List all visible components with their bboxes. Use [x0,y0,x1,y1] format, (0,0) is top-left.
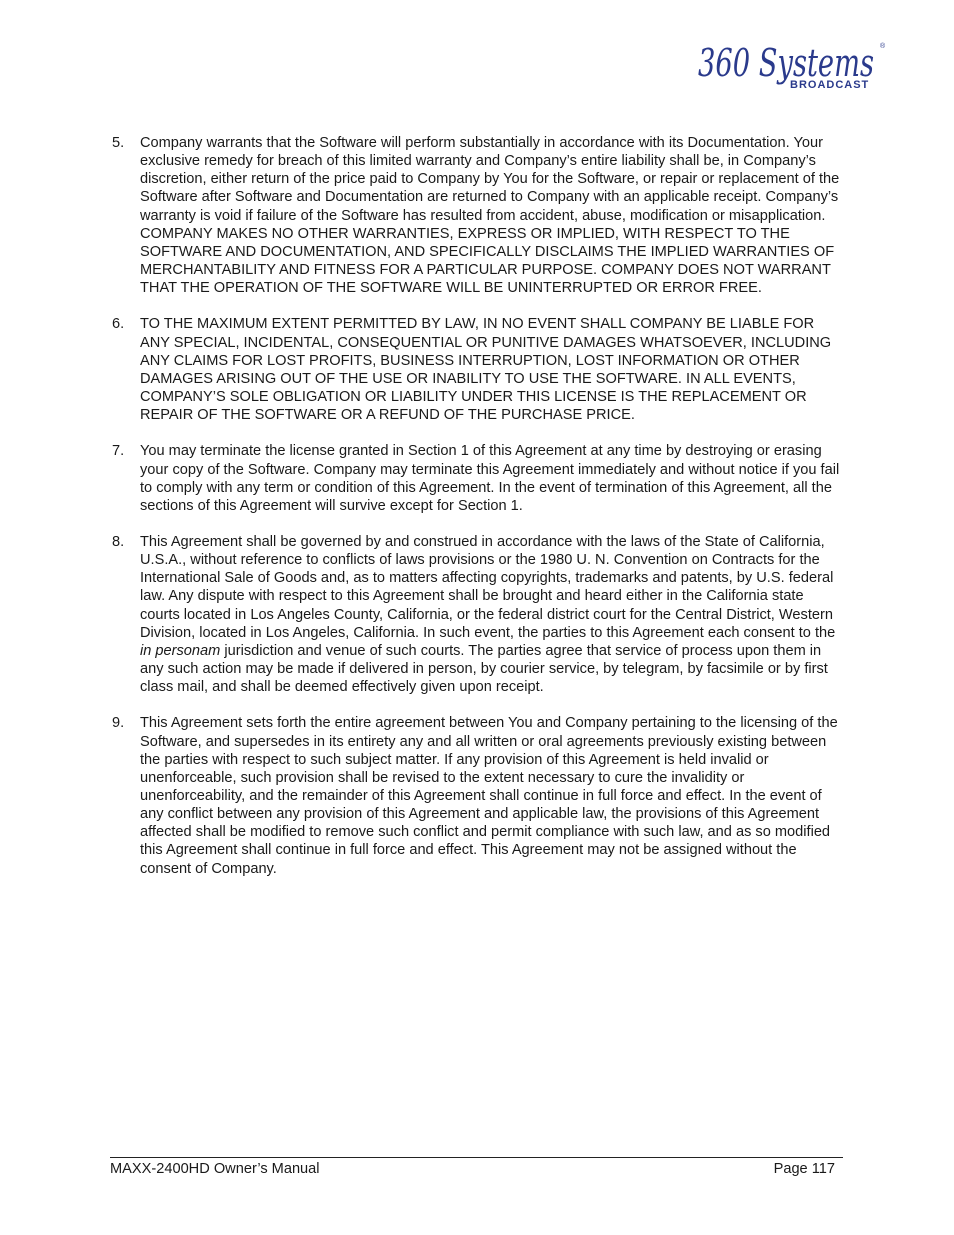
footer-divider [110,1157,843,1158]
item-number: 7. [112,443,125,460]
item-text: This Agreement sets forth the entire agreement between You and Company pertaining to the licensing of the Software, and supersedes in its entirety any and all written or oral agreements previously existing between the parties with respect to such subject matter. If any provision of this Agreement is held invalid or unenforceable, such provision shall be revised to the extent necessary to cure the invalidity or unenforceability, and the remainder of this Agreement shall continue in full force and effect. In the event of any conflict between any provision of this Agreement and applicable law, the provisions of this Agreement affected shall be modified to remove such conflict and permit compliance with such law, and as so modified this Agreement shall continue in full force and effect. This Agreement may not be assigned without the consent of Company. [140,715,838,877]
license-terms [112,134,842,896]
logo-main-text: 360 Systems [698,41,874,85]
item-text: Company warrants that the Software will perform substantially in accordance with its Documentation. Your exclusive remedy for breach of this limited warranty and Company’s entire liability shall be, in Company’s discretion, either return of the price paid to Company by You for the Software, or repair or replacement of the Software after Software and Documentation are returned to Company with an applicable receipt. Company’s warranty is void if failure of the Software has resulted from accident, abuse, modification or misapplication. COMPANY MAKES NO OTHER WARRANTIES, EXPRESS OR IMPLIED, WITH RESPECT TO THE SOFTWARE AND DOCUMENTATION, AND SPECIFICALLY DISCLAIMS THE IMPLIED WARRANTIES OF MERCHANTABILITY AND FITNESS FOR A PARTICULAR PURPOSE. COMPANY DOES NOT WARRANT THAT THE OPERATION OF THE SOFTWARE WILL BE UNINTERRUPTED OR ERROR FREE. [140,135,840,297]
footer-page-number: Page 117 [773,1161,835,1177]
item-text: You may terminate the license granted in Section 1 of this Agreement at any time by destroying or erasing your copy of the Software. Company may terminate this Agreement immediately and without notice if you fail to comply with any term or condition of this Agreement. In the event of termination of this Agreement, all the sections of this Agreement will survive except for Section 1. [140,443,840,514]
list-item [112,315,842,424]
list-item [112,442,842,515]
list-item [112,134,842,297]
company-logo [696,36,886,92]
item-text [140,533,842,696]
item-number: 6. [112,316,125,333]
logo-registered-mark: ® [880,43,886,50]
list-item [112,714,842,877]
footer-manual-title: MAXX-2400HD Owner’s Manual [110,1161,320,1177]
item-text: TO THE MAXIMUM EXTENT PERMITTED BY LAW, IN NO EVENT SHALL COMPANY BE LIABLE FOR ANY SPECIAL, INCIDENTAL, CONSEQUENTIAL OR PUNITIVE DAMAGES WHATSOEVER, INCLUDING ANY CLAIMS FOR LOST PROFITS, BUSINESS INTERRUPTION, LOST INFORMATION OR OTHER DAMAGES ARISING OUT OF THE USE OR INABILITY TO USE THE SOFTWARE. IN ALL EVENTS, COMPANY’S SOLE OBLIGATION OR LIABILITY UNDER THIS LICENSE IS THE REPLACEMENT OR REPAIR OF THE SOFTWARE OR A REFUND OF THE PURCHASE PRICE. [140,316,832,424]
item-text-part-1: This Agreement shall be governed by and construed in accordance with the laws of the State of California, U.S.A., without reference to conflicts of laws provisions or the 1980 U. N. Convention on Contracts for the International Sale of Goods and, as to matters affecting copyrights, trademarks and patents, by U.S. federal law. Any dispute with respect to this Agreement shall be brought and heard either in the California state courts located in Los Angeles County, California, or the federal district court for the Central District, Western Division, located in Los Angeles, California. In such event, the parties to this Agreement each consent to the [140,533,836,641]
logo-graphic [696,36,886,92]
item-text-italic: in personam [140,642,221,659]
item-text-part-2: jurisdiction and venue of such courts. The parties agree that service of process upon them in any such action may be made if delivered in person, by courier service, by telegram, by facsimile or by first class mail, and shall be deemed effectively given upon receipt. [140,642,828,696]
item-number: 9. [112,715,125,732]
item-number: 5. [112,135,125,151]
list-item [112,533,842,696]
item-number: 8. [112,533,125,550]
logo-broadcast-text: BROADCAST [790,79,870,91]
